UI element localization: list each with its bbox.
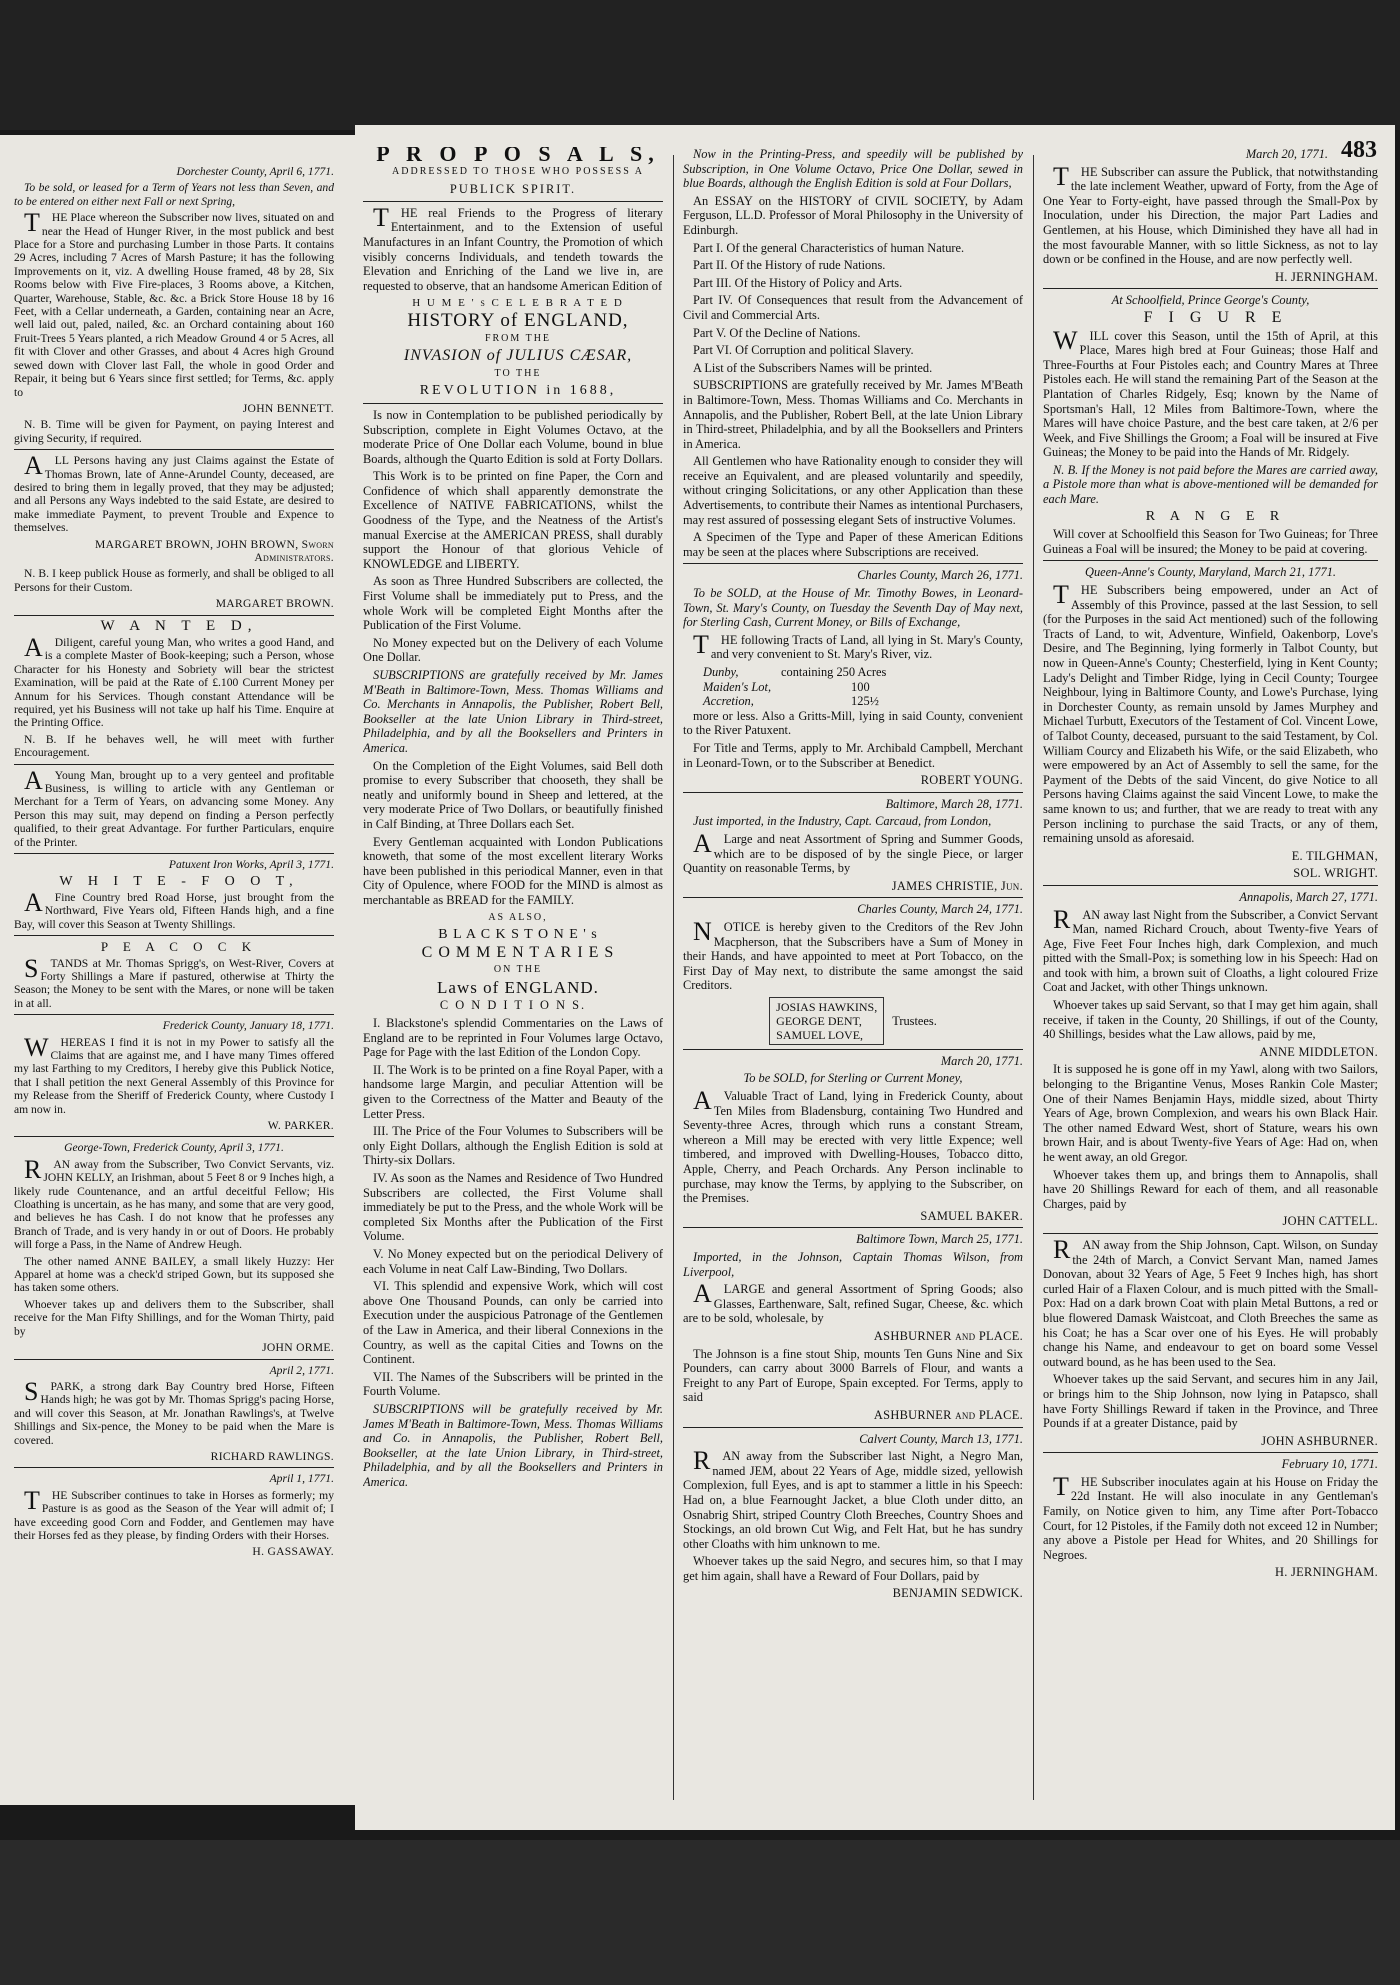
book-part: Part V. Of the Decline of Nations. (693, 325, 861, 340)
ad-signature: ASHBURNER and PLACE. (873, 1407, 1023, 1422)
book-note: A List of the Subscribers Names will be printed. (693, 360, 933, 375)
ad-signature: ANNE MIDDLETON. (1259, 1044, 1378, 1059)
book-title: Laws of ENGLAND. (437, 977, 599, 997)
column-separator (673, 155, 674, 1800)
ad-title: P E A C O C K (100, 939, 258, 955)
ad-note: N. B. If he behaves well, he will meet with further Encouragement. (14, 732, 334, 760)
divider (14, 853, 334, 854)
middle-column (683, 147, 1023, 1810)
condition-item: I. Blackstone's splendid Commentaries on the Laws of England are to be reprinted in Four Volumes large Octavo, Page for Page with the last Edition of the London Copy. (363, 1016, 663, 1060)
ad-intro: Just imported, in the Industry, Capt. Carcaud, from London, (693, 814, 992, 829)
ad-body: THE Place whereon the Subscriber now lives, situated on and near the Head of Hunger River, in the most publick and best Place for a Store and purchasing Lumber in those Parts. It contains 29 Acres, including 7 Acres of Marsh Pasture; it has the following Improvements on it, viz. A dwelling House framed, 48 by 28, Six Rooms below with Five Fire-places, 3 Rooms above, a Kitchen, Quarter, Warehouse, Stable, &c. &c. a Brick Store House 18 by 16 Feet, with a Cellar underneath, a Garden, containing near an Acre, well laid out, paled, nailed, &c. an Orchard containing about 160 Fruit-Trees 5 Years planted, a rich Meadow Ground 4 or 5 Acres, all fit with Clover and other Grasses, and about 4 Acres high Ground sewed down with Clover last Fall, the whole in good Order and Repair, it being but 6 Years since first settled; for Terms, &c. apply to (14, 208, 334, 399)
proposals-body: On the Completion of the Eight Volumes, said Bell doth promise to every Subscriber that chooseth, they shall be neatly and uniformly bound in Sheep and lettered, at the very moderate Price of Two Dollars, or beautifully finished in Calf Binding, at Three Dollars each Set. (363, 758, 663, 831)
divider (14, 1136, 334, 1137)
ad-body: THE Subscriber inoculates again at his House on Friday the 22d Instant. He will also inoculate in any Gentleman's Family, on Notice given to him, any Time after Port-Tobacco Court, for 12 Pistoles, if the Family doth not exceed 12 in Number; any above a Pistole per Head for Whites, and 20 Shillings for Negroes. (1043, 1471, 1378, 1562)
trustees-block (683, 997, 1023, 1045)
ad-body: RAN away from the Subscriber last Night, a Negro Man, named JEM, about 22 Years of Age, middle sized, yellowish Complexion, full Eyes, and is apt to stammer a little in his Speech: Had on, a blue Fearnought Jacket, a blue Cloth under ditto, an Osnabrig Shirt, striped Country Cloth Breeches, Country Shoes and Stockings, an old brown Cut Wig, and Felt Hat, but he has sundry other Cloaths with him unknown to me. (683, 1446, 1023, 1551)
ad-body: THE Subscriber can assure the Publick, that notwithstanding the late inclement Weather, upward of Forty, from the Age of One Year to Forty-eight, have passed through the Small-Pox by Inoculation, under his Direction, the major Part Ladies and Gentlemen, at his House, which Diminished they have all had in the most favourable Manner, with so little Sickness, as not to lay down or be confined in the House, and are now perfectly well. (1043, 161, 1378, 267)
book-heading: AS ALSO, (488, 911, 548, 923)
book-note: A Specimen of the Type and Paper of these American Editions may be seen at the places where Subscriptions are received. (683, 530, 1023, 559)
ad-body: ALarge and neat Assortment of Spring and Summer Goods, which are to be disposed of by the single Piece, or larger Quantity on reasonable Terms, by (683, 828, 1023, 876)
trustee-name: SAMUEL LOVE, (776, 1027, 864, 1042)
ad-title: W H I T E - F O O T, (59, 873, 299, 889)
book-title: C O M M E N T A R I E S (421, 943, 615, 961)
ad-signature: JOHN ASHBURNER. (1261, 1433, 1378, 1448)
ad-signature: RICHARD RAWLINGS. (210, 1449, 334, 1463)
ad-body: AFine Country bred Road Horse, just brought from the Northward, Five Years old, Fifteen Hands high, and a fine Bay, will cover this Season at Twenty Shillings. (14, 887, 334, 931)
divider (363, 403, 663, 404)
ad-body: For Title and Terms, apply to Mr. Archibald Campbell, Merchant in Leonard-Town, or to the Subscriber at Benedict. (683, 740, 1023, 770)
divider (683, 1049, 1023, 1050)
right-page (355, 125, 1395, 1830)
ad-body: WHEREAS I find it is not in my Power to satisfy all the Claims that are against me, and I have many Times offered my last Farthing to my Creditors, I hereby give this Publick Notice, that I shall petition the next General Assembly of this Province for my Release from the Sheriff of Frederick County, where Custody I am now in. (14, 1032, 334, 1116)
ad-body: WILL cover this Season, until the 15th of April, at this Place, Mares high bred at Four Guineas; those Half and Three-Fourths at Four Pistoles each; and Country Mares at Three Pistoles each. He will stand the remaining Part of the Season at the Plantation of Charles Ridgely, Esq; known by the Name of Sportsman's Hall, 12 Miles from Baltimore-Town, where the Mares will have choice Pasture, and the best care taken, at 2/6 per Week, and Five Shillings the Groom; a Foal will be insured at Five Guineas; the Money to be paid into the Hands of Mr. Ridgely. (1043, 325, 1378, 460)
ad-signature: E. TILGHMAN, (1291, 848, 1378, 863)
book-title: INVASION of JULIUS CÆSAR, (403, 347, 633, 365)
ad-body: It is supposed he is gone off in my Yawl, along with two Sailors, belonging to the Brigantine Venus, Moses Rankin Cole Master; One of their Names Benjamin Hays, middle sized, about Thirty Years of Age, brown Complexion, and wears his own Black Hair. The other named Edward West, short of Stature, wears his own brown Hair, and is about Twenty-five Years of Age: Had on, when he went away, an old Gregor. (1043, 1062, 1378, 1164)
trustee-name: GEORGE DENT, (776, 1013, 862, 1028)
divider (14, 1014, 334, 1015)
divider (1043, 560, 1378, 561)
ad-body: ALL Persons having any just Claims against the Estate of Thomas Brown, late of Anne-Arundel County, deceased, are desired to bring them in legally proved, that they may be adjusted; and all Persons any Ways indebted to the said Estate, are desired to make immediate Payment, to prevent Trouble and Expence to themselves. (14, 451, 334, 535)
ad-signature: MARGARET BROWN, JOHN BROWN, Sworn Administrators. (95, 537, 334, 564)
book-part: Part I. Of the general Characteristics of human Nature. (693, 240, 965, 255)
ad-header: Calvert County, March 13, 1771. (859, 1431, 1023, 1446)
scan-background-top (0, 0, 1400, 130)
divider (363, 201, 663, 202)
ad-header: Frederick County, January 18, 1771. (162, 1019, 334, 1033)
divider (1043, 885, 1378, 886)
ad-body: Whoever takes up and delivers them to the Subscriber, shall receive for the Man Fifty Shillings, and for the Woman Thirty, paid by (14, 1297, 334, 1338)
tract-acreage: 100 (851, 679, 870, 694)
divider (14, 1359, 334, 1360)
ad-title: F I G U R E (1143, 308, 1288, 326)
tract-acreage: containing 250 Acres (781, 665, 887, 679)
ad-header: April 1, 1771. (269, 1472, 334, 1486)
proposals-title: P R O P O S A L S, (376, 147, 660, 166)
ad-intro: Imported, in the Johnson, Captain Thomas Wilson, from Liverpool, (683, 1250, 1023, 1279)
conditions-heading: C O N D I T I O N S. (439, 998, 587, 1013)
ad-signature: ROBERT YOUNG. (920, 773, 1023, 788)
ad-note: N. B. I keep publick House as formerly, and shall be obliged to all Persons for their Custom. (14, 567, 334, 594)
condition-item: III. The Price of the Four Volumes to Subscribers will be only Eight Dollars, although the English Edition is sold at Thirty-six Dollars. (363, 1124, 663, 1168)
column-separator (1033, 155, 1034, 1800)
ad-body: AValuable Tract of Land, lying in Frederick County, about Ten Miles from Bladensburg, containing Two Hundred and Seventy-three Acres, through which runs a constant Stream, whereon a Mill may be erected with very little Expence; well timbered, and improved with Dwelling-Houses, Tobacco ditto, Apple, Cherry, and Peach Orchards. Any Person inclinable to purchase, may know the Terms, by applying to the Subscriber, on the Premises. (683, 1086, 1023, 1206)
right-column (1043, 147, 1378, 1810)
book-part: Part II. Of the History of rude Nations. (693, 258, 886, 273)
ad-signature: H. JERNINGHAM. (1275, 269, 1378, 284)
book-part: Part IV. Of Consequences that result from the Advancement of Civil and Commercial Arts. (683, 293, 1023, 322)
condition-item: II. The Work is to be printed on a fine Royal Paper, with a handsome large Margin, and peculiar Attention will be given to the Correctness of the Matter and Beauty of the Letter Press. (363, 1062, 663, 1121)
ad-body: The other named ANNE BAILEY, a small likely Huzzy: Her Apparel at home was a check'd striped Gown, but its supposed she has taken some others. (14, 1254, 334, 1295)
book-part: Part III. Of the History of Policy and Arts. (693, 275, 903, 290)
book-note: All Gentlemen who have Rationality enough to consider they will receive an Equivalent, and are pleased voluntarily and speedily, without cringing Solicitations, or any other Application than these Advertisements, to contribute their Names as intentional Purchasers, may rest assured of possessing elegant Sets of instructive Volumes. (683, 454, 1023, 527)
page-number: 483 (1341, 137, 1377, 163)
ad-header: Annapolis, March 27, 1771. (1239, 889, 1378, 904)
book-heading: TO THE (494, 367, 542, 379)
ad-header: February 10, 1771. (1281, 1457, 1378, 1472)
divider (14, 1467, 334, 1468)
divider (1043, 1452, 1378, 1453)
ad-body: STANDS at Mr. Thomas Sprigg's, on West-River, Covers at Forty Shillings a Mare if pastured, otherwise at Thirty the Season; the Money to be sent with the Mares, or none will be taken in at all. (14, 953, 334, 1010)
book-intro: Now in the Printing-Press, and speedily will be published by Subscription, in One Volume Octavo, Price One Dollar, sewed in blue Boards, although the English Edition is sold at Four Dollars, (683, 147, 1023, 191)
proposals-body: Is now in Contemplation to be published periodically by Subscription, complete in Eight Volumes Octavo, at the moderate Price of One Dollar each Volume, bound in blue Boards, although the Quarto Edition is sold at Forty Dollars. (363, 407, 663, 466)
divider (14, 935, 334, 936)
ad-signature: SAMUEL BAKER. (920, 1208, 1023, 1223)
ad-body: Whoever takes up said Servant, so that I may get him again, shall receive, if taken in the County, 20 Shillings, if out of the County, 40 Shillings, besides what the Law allows, paid by me, (1043, 998, 1378, 1042)
divider (1043, 288, 1378, 289)
book-title: B L A C K S T O N E ' s (438, 927, 598, 943)
proposals-body: SUBSCRIPTIONS will be gratefully received by Mr. James M'Beath in Baltimore-Town, Mess. Thomas Williams and Co. in Annapolis, the Publisher, Robert Bell, Bookseller, at the late Union Library, in Third-street, Philadelphia, and by all the Booksellers and Printers in America. (363, 1401, 663, 1489)
divider (683, 1427, 1023, 1428)
ad-body: AYoung Man, brought up to a very genteel and profitable Business, is willing to article with any Gentleman or Merchant for a Term of Years, on advancing some Money. Any Person this may suit, may depend on finding a Person perfectly qualified, to their great Advantage. For further Particulars, enquire of the Printer. (14, 765, 334, 849)
ad-signature: MARGARET BROWN. (215, 597, 334, 611)
ad-header: April 2, 1771. (269, 1363, 334, 1377)
ad-signature: SOL. WRIGHT. (1293, 866, 1378, 881)
ad-signature: H. GASSAWAY. (252, 1545, 334, 1559)
ad-header: Dorchester County, April 6, 1771. (176, 165, 334, 178)
book-part: Part VI. Of Corruption and political Slavery. (693, 343, 914, 358)
ad-intro: To be sold, or leased for a Term of Years not less than Seven, and to be entered on either next Fall or next Spring, (14, 181, 334, 208)
ad-note: N. B. Time will be given for Payment, on paying Interest and giving Security, if required. (14, 418, 334, 445)
ad-body: THE Subscriber continues to take in Horses as formerly; my Pasture is as good as the Season of the Year will admit of; I have exceeding good Corn and Fodder, and Gentlemen may have their Horses fed as they please, by finding Orders with their Horses. (14, 1485, 334, 1542)
proposals-subtitle: ADDRESSED TO THOSE WHO POSSESS A (392, 165, 644, 177)
left-column (14, 165, 334, 1785)
ad-body: ALARGE and general Assortment of Spring Goods; also Glasses, Earthenware, Salt, refined Sugar, Cheese, &c. which are to be sold, wholesale, by (683, 1279, 1023, 1326)
ad-body: RAN away last Night from the Subscriber, a Convict Servant Man, named Richard Crouch, about Twenty-five Years of Age, Five Feet Four Inches high, dark Complexion, and much pitted with the Small-Pox; is something low in his Speech: Had on and took with him, a brown suit of Cloaths, a light coloured Frize Coat and Jacket, with other Things unknown. (1043, 904, 1378, 995)
ad-body: Whoever takes up the said Servant, and secures him in any Jail, or brings him to the Ship Johnson, now lying in Patapsco, shall have Forty Shillings Reward if taken in the Province, and Three Pounds if at a greater Distance, paid by (1043, 1372, 1378, 1431)
divider (14, 615, 334, 616)
book-subscriptions: SUBSCRIPTIONS are gratefully received by Mr. James M'Beath in Baltimore-Town, Mess. Thomas Williams and Co. Merchants in Annapolis, and the Publisher, Robert Bell, at the late Union Library in Third-street, Philadelphia, and by all the Booksellers and Printers in America. (683, 378, 1023, 451)
divider (1043, 1233, 1378, 1234)
ad-header: Charles County, March 26, 1771. (857, 568, 1023, 583)
ad-body: NOTICE is hereby given to the Creditors of the Rev John Macpherson, that the Subscribers have a Sum of Money in their Hands, and have appointed to meet at Port Tobacco, on the First Day of May next, to distribute the same amongst the said Creditors. (683, 916, 1023, 993)
ad-header: At Schoolfield, Prince George's County, (1111, 293, 1310, 308)
ad-signature: BENJAMIN SEDWICK. (892, 1586, 1023, 1601)
divider (14, 449, 334, 450)
tract-name: Accretion, (703, 694, 754, 709)
tract-acreage: 125½ (851, 694, 879, 709)
ad-note: N. B. If the Money is not paid before the Mares are carried away, a Pistole more than what is above-mentioned will be demanded for each Mare. (1043, 462, 1378, 507)
ad-signature: H. JERNINGHAM. (1275, 1565, 1378, 1580)
proposals-subtitle: PUBLICK SPIRIT. (449, 182, 577, 197)
divider (683, 1227, 1023, 1228)
condition-item: V. No Money expected but on the periodical Delivery of each Volume in neat Calf Law-Binding, Two Dollars. (363, 1246, 663, 1276)
proposals-body: SUBSCRIPTIONS are gratefully received by Mr. James M'Beath in Baltimore-Town, Mess. Thomas Williams and Co. Merchants in Annapolis, the Publisher, Robert Bell, Bookseller at the late Union Library in Third-street, Philadelphia, and by all the Booksellers and Printers in America. (363, 668, 663, 755)
proposals-body: Every Gentleman acquainted with London Publications knoweth, that some of the most excellent literary Works have been published in this periodical Manner, even in that City of Opulence, where FOOD for the MIND is almost as merchantable as BREAD for the FAMILY. (363, 834, 663, 907)
ad-body: RAN away from the Subscriber, Two Convict Servants, viz. JOHN KELLY, an Irishman, about 5 Feet 8 or 9 Inches high, a likely rude Countenance, and an artful deceitful Fellow; His Cloathing is uncertain, as he has many, and some that are very good, and believes he has Cash. I do not know that he professes any Branch of Trade, and is very handy in or out of Doors. He probably will forge a Pass, in the Name of Andrew Heugh. (14, 1154, 334, 1252)
ad-body: more or less. Also a Gritts-Mill, lying in said County, convenient to the River Patuxent. (683, 708, 1023, 738)
ad-body: THE Subscribers being empowered, under an Act of Assembly of this Province, passed at the last Session, to sell (for the Purposes in the said Act mentioned) such of the following Tracts of Land, to wit, Adventure, Winfield, Oakenborp, Love's Desire, and The Beginning, lying formerly in Talbot County, but now in Queen-Anne's County; Chesterfield, lying in Kent County; Lady's Delight and Timber Ridge, lying in Cecil County; Tourgee Neighbour, lying in Baltimore County, and Lowe's Purchase, lying in Dorchester County, as remain unsold by James Murphey and Michael Turbutt, Executors of the Testament of Col. Vincent Lowe, of Talbot County, deceased, pursuant to the said Testament, by Col. William Courcy and Elizabeth his Wife, or the said Elizabeth, who were empowered by an Act of Assembly to sell the same, for the Payment of the Debts of the said Vincent, do give Notice to all Persons having Claims against the said Vincent Lowe, to make the same known to us; and further, that we are ready to treat with any Person inclining to purchase the said Tracts, or any of them, remaining unsold as aforesaid. (1043, 580, 1378, 846)
condition-item: IV. As soon as the Names and Residence of Two Hundred Subscribers are collected, the First Volume shall immediately be put to the Press, and the whole Work will be completed Six Months after the Publication of the First Volume. (363, 1171, 663, 1244)
trustee-names (769, 997, 884, 1045)
tract-names (703, 665, 771, 709)
tract-list (683, 665, 1023, 709)
ad-body: Will cover at Schoolfield this Season for Two Guineas; for Three Guineas a Foal will be insured; the Money to be paid at covering. (1043, 527, 1378, 556)
proposals-body: THE real Friends to the Progress of literary Entertainment, and to the Extension of useful Manufactures in an Infant Country, the Promotion of which visibly concerns Individuals, and tendeth towards the Elevation and Enriching of the Land we live in, are requested to observe, that an handsome American Edition of (363, 202, 663, 293)
ad-signature: JOHN CATTELL. (1282, 1214, 1378, 1229)
ad-body: Whoever takes them up, and brings them to Annapolis, shall have 20 Shillings Reward for each of them, and all reasonable Charges, paid by (1043, 1167, 1378, 1211)
trustee-name: JOSIAS HAWKINS, (776, 999, 878, 1014)
ad-body: Whoever takes up the said Negro, and secures him, so that I may get him again, shall have a Reward of Four Dollars, paid by (683, 1554, 1023, 1583)
ad-intro: To be SOLD, for Sterling or Current Money, (743, 1071, 963, 1086)
book-title: An ESSAY on the HISTORY of CIVIL SOCIETY, by Adam Ferguson, LL.D. Professor of Moral Philosophy in the University of Edinburgh. (683, 193, 1023, 237)
proposals-body: As soon as Three Hundred Subscribers are collected, the First Volume shall be immediately put to Press, and the whole Work will be completed Eight Months after the Publication of the First Volume. (363, 574, 663, 633)
divider (683, 563, 1023, 564)
book-heading: FROM THE (484, 332, 552, 344)
divider (683, 897, 1023, 898)
ad-header: Queen-Anne's County, Maryland, March 21, 1771. (1085, 565, 1336, 580)
ad-signature: W. PARKER. (267, 1119, 334, 1132)
book-heading: ON THE (493, 964, 543, 976)
condition-item: VII. The Names of the Subscribers will be printed in the Fourth Volume. (363, 1369, 663, 1399)
ad-signature: JOHN BENNETT. (242, 401, 334, 415)
ad-signature: JAMES CHRISTIE, Jun. (891, 878, 1023, 893)
ad-header: March 20, 1771. (1245, 147, 1328, 161)
tract-name: Dunby, (703, 665, 739, 679)
proposals-column (363, 147, 663, 1810)
ad-body: RAN away from the Ship Johnson, Capt. Wilson, on Sunday the 24th of March, a Convict Servant Man, named James Donovan, about 32 Years of Age, 5 Feet 9 Inches high, has short curled Hair of a Flaxen Colour, and is much pitted with the Small-Pox: Had on a dark brown Coat with plain Metal Buttons, a red or blue flowered Damask Waistcoat, and Cloth Breeches the same as his Coat; he has a Scar over one of his Eyes. He will probably change his Name, and endeavour to get on board some Vessel outward bound, as he has been used to the Sea. (1043, 1234, 1378, 1369)
ad-header: Baltimore, March 28, 1771. (885, 796, 1023, 811)
proposals-body: This Work is to be printed on fine Paper, the Corn and Confidence of which shall apparently demonstrate the Excellence of NATIVE FABRICATIONS, whilst the Goodness of the Type, and the Neatness of the Artist's manual Exercise at the AMERICAN PRESS, shall durably support the Honour of that glorious Vehicle of KNOWLEDGE and LIBERTY. (363, 469, 663, 571)
ad-body: ADiligent, careful young Man, who writes a good Hand, and is a complete Master of Book-keeping; such a Person, whose Character for his Honesty and Sobriety will bear the strictest Examination, will be paid at the Rate of £.100 Current Money per Annum for his Services. Though constant Attendance will be required, yet his Business will not take up half his Time. Enquire at the Printing Office. (14, 633, 334, 730)
ad-title: R A N G E R (1145, 508, 1286, 524)
ad-title: W A N T E D, (100, 617, 258, 634)
proposals-body: No Money expected but on the Delivery of each Volume One Dollar. (363, 635, 663, 665)
ad-header: Charles County, March 24, 1771. (857, 902, 1023, 917)
divider (14, 764, 334, 765)
book-title: REVOLUTION in 1688, (419, 383, 617, 399)
ad-signature: JOHN ORME. (262, 1341, 334, 1355)
scan-background-bottom (0, 1840, 1400, 1985)
book-title: HISTORY of ENGLAND, (407, 309, 629, 331)
ad-header: March 20, 1771. (940, 1053, 1023, 1068)
ad-body: THE following Tracts of Land, all lying in St. Mary's County, and very convenient to St. Mary's River, viz. (693, 629, 1023, 662)
ad-body: SPARK, a strong dark Bay Country bred Horse, Fifteen Hands high; he was got by Mr. Thomas Sprigg's pacing Horse, and will cover this Season, at Mr. Jonathan Rawlings's, at Twelve Shillings and Six-pence, the Money to be paid when the Mare is covered. (14, 1376, 334, 1447)
ad-signature: ASHBURNER and PLACE. (873, 1328, 1023, 1343)
condition-item: VI. This splendid and expensive Work, which will cost above One Thousand Pounds, can only be carried into Execution under the auspicious Patronage of the Gentlemen of the Law in America, and their liberal Connexions in the Country, as well as the capital Cities and Towns on the Continent. (363, 1279, 663, 1367)
tract-name: Maiden's Lot, (703, 679, 772, 694)
ad-header: Baltimore Town, March 25, 1771. (856, 1232, 1023, 1247)
book-heading: H U M E ' s C E L E B R A T E D (412, 297, 624, 310)
ad-header: Patuxent Iron Works, April 3, 1771. (168, 858, 334, 872)
left-page (0, 135, 358, 1805)
ad-intro: To be SOLD, at the House of Mr. Timothy Bowes, in Leonard-Town, St. Mary's County, on Tuesday the Seventh Day of May next, for Sterling Cash, Current Money, or Bills of Exchange, (683, 586, 1023, 630)
tract-acres (781, 665, 886, 709)
ad-header: George-Town, Frederick County, April 3, 1771. (64, 1141, 284, 1155)
ad-body: The Johnson is a fine stout Ship, mounts Ten Guns Nine and Six Pounders, can carry about 3000 Barrels of Flour, and wants a Freight to any Part of Europe, Spain excepted. For Terms, apply to said (683, 1346, 1023, 1405)
divider (683, 792, 1023, 793)
trustees-label: Trustees. (892, 1013, 937, 1028)
